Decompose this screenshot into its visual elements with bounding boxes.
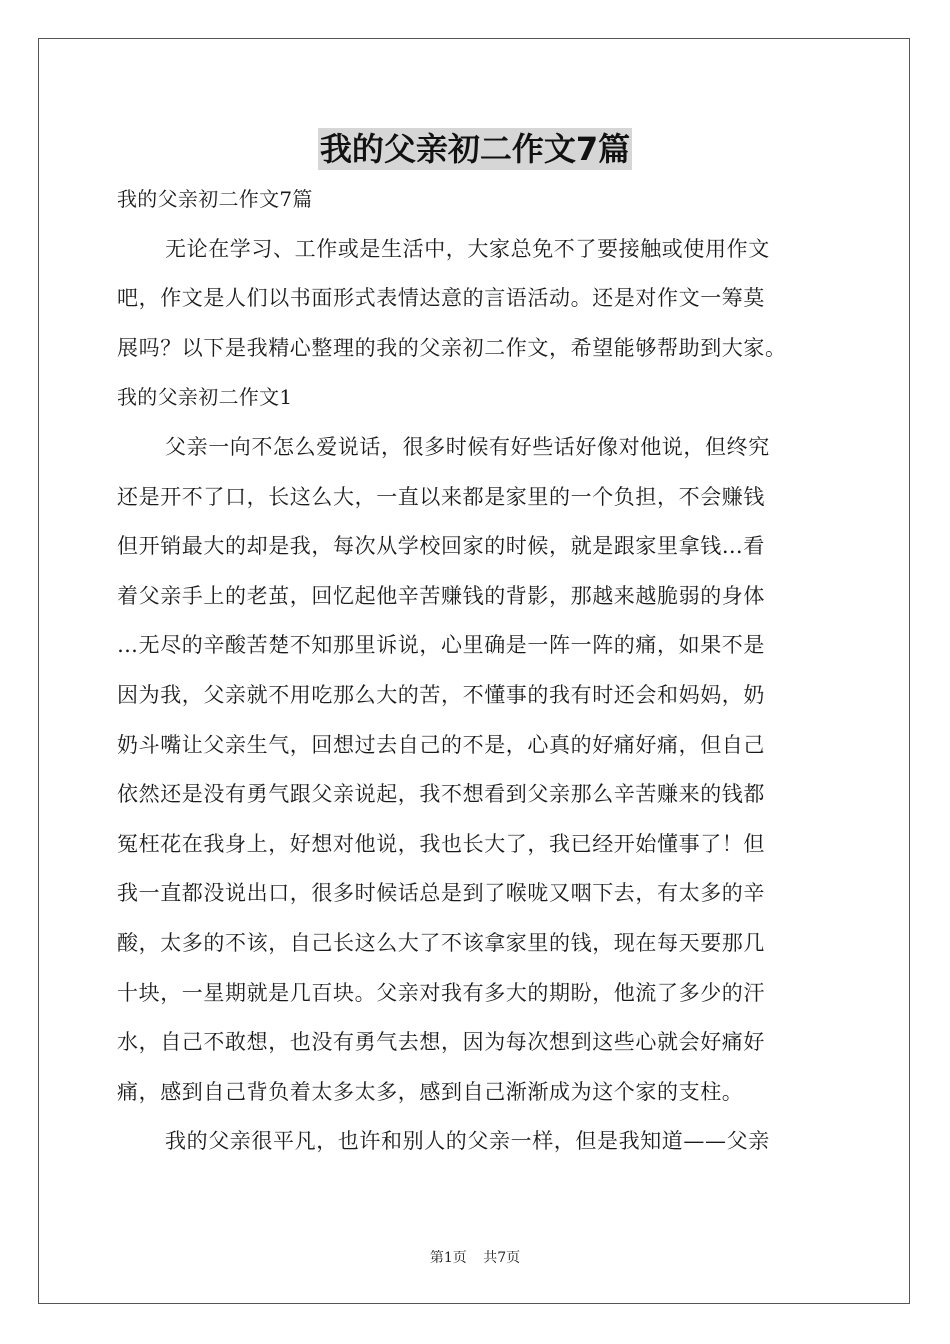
paragraph-line: 着父亲手上的老茧，回忆起他辛苦赚钱的背影，那越来越脆弱的身体 [117,583,765,608]
paragraph-line: 展吗？以下是我精心整理的我的父亲初二作文，希望能够帮助到大家。 [117,335,787,360]
paragraph-line: 还是开不了口，长这么大，一直以来都是家里的一个负担，不会赚钱 [117,484,765,509]
page-total: 共7页 [483,1250,521,1266]
paragraph-line: 冤枉花在我身上，好想对他说，我也长大了，我已经开始懂事了！但 [117,831,765,856]
paragraph-line: 水，自己不敢想，也没有勇气去想，因为每次想到这些心就会好痛好 [117,1030,765,1055]
paragraph-line: 依然还是没有勇气跟父亲说起，我不想看到父亲那么辛苦赚来的钱都 [117,782,765,807]
document-title: 我的父亲初二作文7篇 [319,130,631,168]
page-footer [0,1248,950,1268]
paragraph-line: 我一直都没说出口，很多时候话总是到了喉咙又咽下去，有太多的辛 [117,881,765,906]
paragraph-line: 酸，太多的不该，自己长这么大了不该拿家里的钱，现在每天要那几 [117,930,765,955]
section-heading: 我的父亲初二作文7篇 [117,187,313,211]
paragraph-line: 奶斗嘴让父亲生气，回想过去自己的不是，心真的好痛好痛，但自己 [117,732,765,757]
paragraph-line: 痛，感到自己背负着太多太多，感到自己渐渐成为这个家的支柱。 [117,1079,744,1104]
paragraph-line: 因为我，父亲就不用吃那么大的苦，不懂事的我有时还会和妈妈，奶 [117,682,765,707]
paragraph-line: 十块，一星期就是几百块。父亲对我有多大的期盼，他流了多少的汗 [117,980,765,1005]
page-number: 第1页 [429,1250,467,1266]
document-body [117,175,837,1167]
paragraph-line: 吧，作文是人们以书面形式表情达意的言语活动。还是对作文一筹莫 [117,286,765,311]
title-container [0,128,950,170]
paragraph-line: 父亲一向不怎么爱说话，很多时候有好些话好像对他说，但终究 [165,434,770,459]
paragraph-line: …无尽的辛酸苦楚不知那里诉说，心里确是一阵一阵的痛，如果不是 [117,633,765,658]
paragraph-line: 我的父亲很平凡，也许和别人的父亲一样，但是我知道——父亲 [165,1129,770,1154]
section-heading: 我的父亲初二作文1 [117,385,293,410]
paragraph-line: 无论在学习、工作或是生活中，大家总免不了要接触或使用作文 [165,236,770,261]
paragraph-line: 但开销最大的却是我，每次从学校回家的时候，就是跟家里拿钱…看 [117,534,765,559]
